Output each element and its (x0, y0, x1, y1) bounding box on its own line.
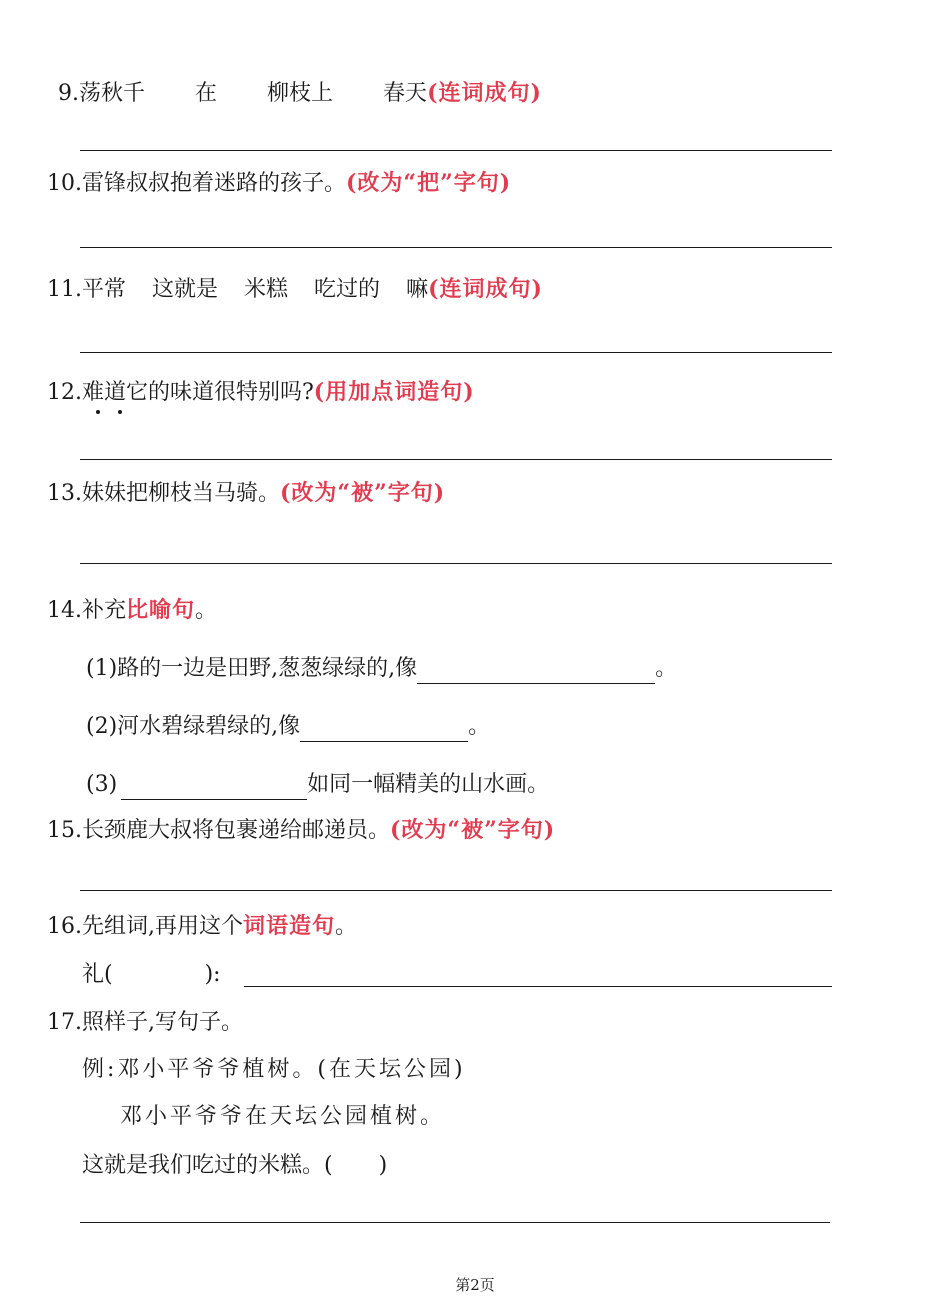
sub-text-end: 。 (655, 656, 678, 681)
target-char: 礼( (82, 962, 113, 987)
question-12 (47, 377, 475, 408)
question-17 (47, 1008, 243, 1038)
fill-blank[interactable] (417, 661, 655, 684)
answer-line[interactable] (80, 563, 832, 564)
word-chip: 荡秋千 (79, 81, 146, 106)
sub-text: 路的一边是田野,葱葱绿绿的,像 (117, 656, 418, 681)
example-text: 邓小平爷爷植树。(在天坛公园) (117, 1057, 466, 1082)
paren-close: ): (204, 962, 221, 987)
sub-text-end: 。 (468, 714, 491, 739)
question-number: 13. (47, 481, 82, 506)
sub-text: 如同一幅精美的山水画。 (307, 772, 550, 797)
highlight-text: 词语造句 (243, 913, 336, 939)
sub-question-3 (86, 770, 549, 800)
instruction-text: (连词成句) (428, 276, 543, 302)
question-text: 雷锋叔叔抱着迷路的孩子。 (82, 171, 347, 196)
question-14 (47, 595, 217, 626)
answer-line[interactable] (80, 890, 832, 891)
question-number: 17. (47, 1010, 82, 1035)
sub-label: (2) (86, 714, 118, 739)
question-text: 妹妹把柳枝当马骑。 (82, 481, 281, 506)
instruction-text: (改为“被”字句) (390, 817, 556, 843)
highlight-text: 比喻句 (126, 597, 196, 623)
question-number: 15. (47, 818, 82, 843)
answer-line[interactable] (80, 352, 832, 353)
word-formation-row (82, 960, 221, 990)
word-chip: 平常 (82, 277, 127, 302)
sub-label: (1) (86, 656, 118, 681)
answer-line[interactable] (80, 150, 832, 151)
instruction-text: (连词成句) (427, 80, 542, 106)
sentence-line[interactable] (244, 986, 832, 987)
example-row (82, 1055, 466, 1085)
example-label: 例: (82, 1057, 118, 1082)
example-answer-text: 邓小平爷爷在天坛公园植树。 (120, 1104, 446, 1129)
question-text: 。 (195, 598, 218, 623)
question-number: 10. (47, 171, 82, 196)
question-text: 照样子,写句子。 (82, 1010, 243, 1035)
question-number: 9. (58, 81, 79, 106)
word-chip: 在 (195, 81, 218, 106)
fill-blank[interactable] (300, 719, 468, 742)
emphasis-dot (96, 410, 100, 414)
answer-line[interactable] (80, 1222, 830, 1223)
task-row (82, 1151, 387, 1181)
question-number: 14. (47, 598, 82, 623)
question-number: 16. (47, 914, 82, 939)
question-text: 。 (335, 914, 358, 939)
word-chip: 这就是 (152, 277, 219, 302)
fill-blank[interactable] (121, 777, 307, 800)
word-chip: 米糕 (244, 277, 289, 302)
sub-text: 河水碧绿碧绿的,像 (117, 714, 301, 739)
instruction-text: (改为“被”字句) (280, 480, 446, 506)
paren-close: ) (378, 1153, 388, 1178)
question-text: 长颈鹿大叔将包裹递给邮递员。 (82, 818, 391, 843)
question-9 (58, 78, 542, 109)
word-chip: 嘛 (406, 277, 429, 302)
instruction-text: (用加点词造句) (313, 379, 475, 405)
question-10 (47, 168, 511, 199)
question-11 (47, 274, 543, 305)
instruction-text: (改为“把”字句) (346, 170, 512, 196)
task-text: 这就是我们吃过的米糕。( (82, 1153, 333, 1178)
question-13 (47, 478, 445, 509)
sub-question-1 (86, 654, 677, 684)
sub-question-2 (86, 712, 490, 742)
question-15 (47, 815, 555, 846)
question-text: 补充 (82, 598, 127, 623)
answer-line[interactable] (80, 247, 832, 248)
question-16 (47, 911, 357, 942)
word-chip: 柳枝上 (267, 81, 334, 106)
question-number: 11. (47, 277, 82, 302)
question-text: 先组词,再用这个 (82, 914, 243, 939)
question-text: 难道它的味道很特别吗? (82, 380, 314, 405)
word-chip: 春天 (383, 81, 428, 106)
example-answer (120, 1102, 445, 1132)
emphasis-dot (118, 410, 122, 414)
answer-line[interactable] (80, 459, 832, 460)
sub-label: (3) (86, 772, 118, 797)
question-number: 12. (47, 380, 82, 405)
page-number: 第2页 (455, 1276, 495, 1294)
word-chip: 吃过的 (314, 277, 381, 302)
